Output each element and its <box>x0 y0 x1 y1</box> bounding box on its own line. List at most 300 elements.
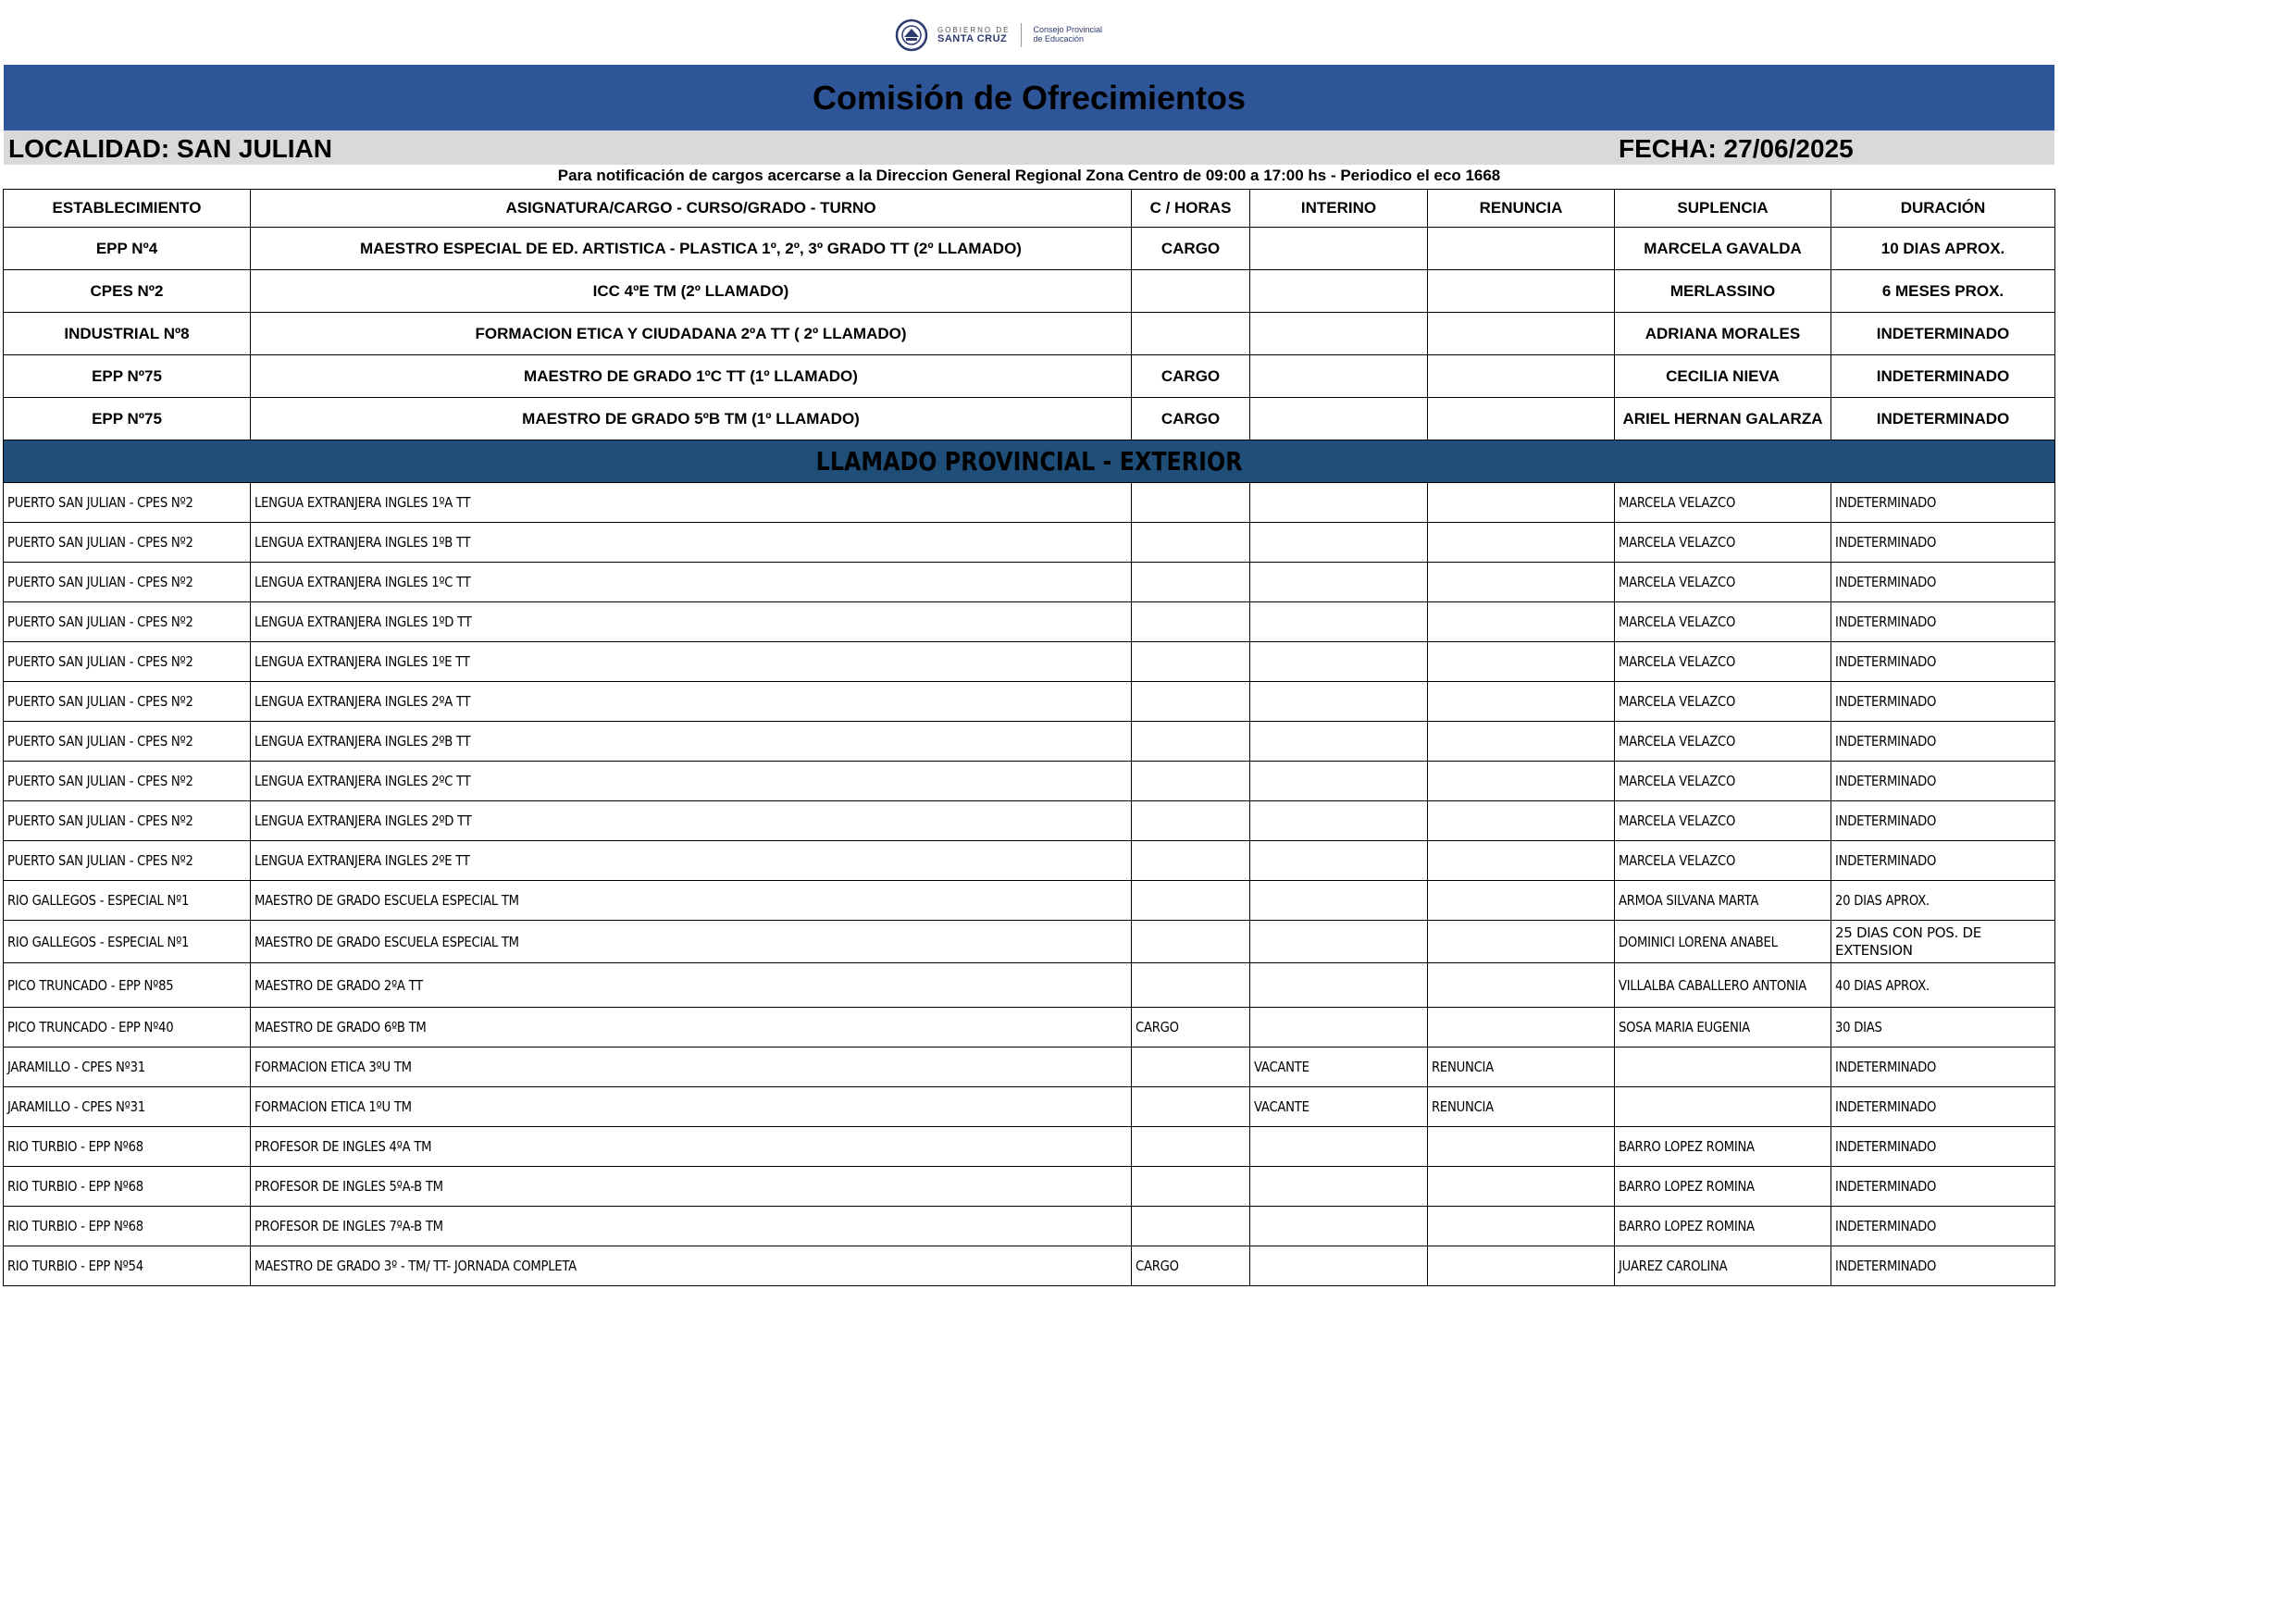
table-row <box>4 355 2055 398</box>
cell-interino <box>1250 483 1428 523</box>
cell-c-horas: CARGO <box>1132 398 1250 440</box>
cell-text: INDETERMINADO <box>1835 693 1937 710</box>
header-renuncia: RENUNCIA <box>1428 190 1615 228</box>
cell-suplencia <box>1615 1167 1831 1207</box>
cell-asignatura <box>251 642 1132 682</box>
cell-duracion <box>1831 1207 2055 1246</box>
cell-text: SOSA MARIA EUGENIA <box>1619 1019 1750 1035</box>
table-row <box>4 398 2055 440</box>
page-title: Comisión de Ofrecimientos <box>4 65 2054 130</box>
table-row <box>4 921 2055 963</box>
cell-c-horas <box>1132 921 1250 963</box>
cell-renuncia <box>1428 1246 1615 1286</box>
cell-text: LENGUA EXTRANJERA INGLES 1ºA TT <box>254 494 471 511</box>
header-interino: INTERINO <box>1250 190 1428 228</box>
cell-establecimiento <box>4 1087 251 1127</box>
cell-c-horas <box>1132 642 1250 682</box>
cell-interino <box>1250 762 1428 801</box>
cell-establecimiento: EPP Nº75 <box>4 398 251 440</box>
locality-label: LOCALIDAD: SAN JULIAN <box>8 134 332 163</box>
cell-text: PROFESOR DE INGLES 4ºA TM <box>254 1138 432 1155</box>
cell-renuncia <box>1428 1167 1615 1207</box>
table-row <box>4 1246 2055 1286</box>
cell-renuncia <box>1428 228 1615 270</box>
cell-asignatura: ICC 4ºE TM (2º LLAMADO) <box>251 270 1132 313</box>
cell-interino <box>1250 642 1428 682</box>
cell-suplencia: ARIEL HERNAN GALARZA <box>1615 398 1831 440</box>
header-c-horas: C / HORAS <box>1132 190 1250 228</box>
cell-text: 20 DIAS APROX. <box>1835 892 1930 909</box>
cell-asignatura <box>251 483 1132 523</box>
cell-duracion <box>1831 1087 2055 1127</box>
table-row <box>4 881 2055 921</box>
cell-text: VILLALBA CABALLERO ANTONIA <box>1619 976 1807 994</box>
cell-text: CARGO <box>1136 1258 1179 1274</box>
cell-text: INDETERMINADO <box>1835 494 1937 511</box>
cell-renuncia <box>1428 1008 1615 1048</box>
cell-duracion <box>1831 1048 2055 1087</box>
cell-text: PICO TRUNCADO - EPP Nº85 <box>7 976 174 994</box>
cell-establecimiento: EPP Nº75 <box>4 355 251 398</box>
cell-text: VACANTE <box>1254 1059 1309 1075</box>
cell-duracion <box>1831 963 2055 1008</box>
cell-interino <box>1250 563 1428 602</box>
logo-council-line1: Consejo Provincial <box>1033 25 1102 35</box>
logo-gov-line2: SANTA CRUZ <box>937 32 1008 44</box>
cell-asignatura <box>251 801 1132 841</box>
cell-suplencia <box>1615 801 1831 841</box>
logo-council-line2: de Educación <box>1033 34 1084 43</box>
cell-interino <box>1250 1048 1428 1087</box>
cell-text: MARCELA VELAZCO <box>1619 534 1736 551</box>
cell-duracion <box>1831 921 2055 963</box>
cell-interino <box>1250 1087 1428 1127</box>
header-asignatura: ASIGNATURA/CARGO - CURSO/GRADO - TURNO <box>251 190 1132 228</box>
offers-table-body <box>4 190 2055 1286</box>
cell-renuncia <box>1428 762 1615 801</box>
cell-interino <box>1250 963 1428 1008</box>
table-row <box>4 313 2055 355</box>
table-row <box>4 1008 2055 1048</box>
table-row <box>4 1167 2055 1207</box>
cell-c-horas <box>1132 963 1250 1008</box>
table-row <box>4 642 2055 682</box>
cell-interino <box>1250 1246 1428 1286</box>
date-label: FECHA: 27/06/2025 <box>1619 134 1854 163</box>
cell-c-horas <box>1132 682 1250 722</box>
cell-renuncia <box>1428 881 1615 921</box>
cell-establecimiento <box>4 841 251 881</box>
cell-asignatura: FORMACION ETICA Y CIUDADANA 2ºA TT ( 2º LLAMADO) <box>251 313 1132 355</box>
cell-asignatura: MAESTRO DE GRADO 5ºB TM (1º LLAMADO) <box>251 398 1132 440</box>
cell-text: JARAMILLO - CPES Nº31 <box>7 1098 145 1115</box>
section-title-cell <box>4 440 2055 483</box>
cell-asignatura <box>251 841 1132 881</box>
cell-c-horas <box>1132 313 1250 355</box>
cell-suplencia: MARCELA GAVALDA <box>1615 228 1831 270</box>
cell-renuncia <box>1428 1127 1615 1167</box>
cell-text: MARCELA VELAZCO <box>1619 574 1736 590</box>
table-header-row <box>4 190 2055 228</box>
cell-c-horas: CARGO <box>1132 228 1250 270</box>
cell-text: INDETERMINADO <box>1835 614 1937 630</box>
cell-renuncia <box>1428 270 1615 313</box>
cell-establecimiento <box>4 682 251 722</box>
cell-text: RIO TURBIO - EPP Nº68 <box>7 1178 143 1195</box>
section-title: LLAMADO PROVINCIAL - EXTERIOR <box>815 446 1243 477</box>
cell-c-horas <box>1132 1207 1250 1246</box>
cell-suplencia <box>1615 1048 1831 1087</box>
cell-interino <box>1250 355 1428 398</box>
cell-asignatura <box>251 963 1132 1008</box>
cell-establecimiento <box>4 1127 251 1167</box>
cell-text: LENGUA EXTRANJERA INGLES 2ºA TT <box>254 693 471 710</box>
cell-text: PUERTO SAN JULIAN - CPES Nº2 <box>7 812 193 829</box>
cell-renuncia <box>1428 563 1615 602</box>
cell-c-horas <box>1132 1167 1250 1207</box>
cell-c-horas <box>1132 801 1250 841</box>
cell-renuncia <box>1428 921 1615 963</box>
cell-establecimiento <box>4 881 251 921</box>
cell-duracion <box>1831 1008 2055 1048</box>
cell-text: LENGUA EXTRANJERA INGLES 2ºB TT <box>254 733 471 750</box>
cell-text: PUERTO SAN JULIAN - CPES Nº2 <box>7 534 193 551</box>
cell-interino <box>1250 1127 1428 1167</box>
table-row <box>4 270 2055 313</box>
cell-suplencia <box>1615 1008 1831 1048</box>
table-row <box>4 228 2055 270</box>
cell-suplencia: CECILIA NIEVA <box>1615 355 1831 398</box>
cell-duracion <box>1831 642 2055 682</box>
cell-asignatura <box>251 762 1132 801</box>
cell-interino <box>1250 921 1428 963</box>
cell-interino <box>1250 270 1428 313</box>
cell-c-horas <box>1132 841 1250 881</box>
cell-duracion <box>1831 483 2055 523</box>
cell-c-horas <box>1132 1127 1250 1167</box>
cell-duracion: INDETERMINADO <box>1831 355 2055 398</box>
cell-text: PUERTO SAN JULIAN - CPES Nº2 <box>7 773 193 789</box>
cell-c-horas <box>1132 563 1250 602</box>
cell-duracion: INDETERMINADO <box>1831 398 2055 440</box>
header-logo <box>895 15 1102 56</box>
cell-text: BARRO LOPEZ ROMINA <box>1619 1178 1755 1195</box>
cell-interino <box>1250 881 1428 921</box>
cell-duracion <box>1831 801 2055 841</box>
cell-interino <box>1250 841 1428 881</box>
cell-text: PICO TRUNCADO - EPP Nº40 <box>7 1019 174 1035</box>
cell-establecimiento <box>4 642 251 682</box>
cell-interino <box>1250 313 1428 355</box>
cell-text: INDETERMINADO <box>1835 852 1937 869</box>
cell-duracion <box>1831 722 2055 762</box>
header-suplencia: SUPLENCIA <box>1615 190 1831 228</box>
cell-text: RENUNCIA <box>1432 1059 1494 1075</box>
cell-suplencia <box>1615 602 1831 642</box>
cell-text: 30 DIAS <box>1835 1019 1882 1035</box>
cell-text: FORMACION ETICA 3ºU TM <box>254 1059 412 1075</box>
cell-interino <box>1250 602 1428 642</box>
cell-suplencia <box>1615 722 1831 762</box>
cell-c-horas <box>1132 602 1250 642</box>
cell-text: LENGUA EXTRANJERA INGLES 2ºE TT <box>254 852 470 869</box>
cell-renuncia <box>1428 642 1615 682</box>
table-row <box>4 841 2055 881</box>
table-row <box>4 1048 2055 1087</box>
cell-text: MAESTRO DE GRADO ESCUELA ESPECIAL TM <box>254 892 519 909</box>
cell-text: PUERTO SAN JULIAN - CPES Nº2 <box>7 733 193 750</box>
cell-suplencia <box>1615 642 1831 682</box>
cell-renuncia <box>1428 722 1615 762</box>
cell-suplencia <box>1615 523 1831 563</box>
cell-renuncia <box>1428 1048 1615 1087</box>
cell-interino <box>1250 398 1428 440</box>
cell-text: 40 DIAS APROX. <box>1835 976 1930 994</box>
cell-text: MAESTRO DE GRADO 3º - TM/ TT- JORNADA COMPLETA <box>254 1258 577 1274</box>
cell-duracion <box>1831 1167 2055 1207</box>
cell-c-horas <box>1132 1008 1250 1048</box>
cell-text: DOMINICI LORENA ANABEL <box>1619 933 1778 950</box>
cell-text: PUERTO SAN JULIAN - CPES Nº2 <box>7 614 193 630</box>
cell-asignatura: MAESTRO ESPECIAL DE ED. ARTISTICA - PLASTICA 1º, 2º, 3º GRADO TT (2º LLAMADO) <box>251 228 1132 270</box>
cell-renuncia <box>1428 602 1615 642</box>
table-row <box>4 1087 2055 1127</box>
cell-suplencia <box>1615 1087 1831 1127</box>
cell-c-horas <box>1132 523 1250 563</box>
cell-c-horas <box>1132 1246 1250 1286</box>
cell-establecimiento <box>4 602 251 642</box>
header-duracion: DURACIÓN <box>1831 190 2055 228</box>
cell-c-horas <box>1132 483 1250 523</box>
cell-duracion <box>1831 881 2055 921</box>
cell-renuncia <box>1428 1207 1615 1246</box>
cell-asignatura <box>251 881 1132 921</box>
cell-text: PUERTO SAN JULIAN - CPES Nº2 <box>7 494 193 511</box>
cell-text: MAESTRO DE GRADO ESCUELA ESPECIAL TM <box>254 933 519 950</box>
cell-c-horas <box>1132 1048 1250 1087</box>
cell-renuncia <box>1428 523 1615 563</box>
cell-duracion <box>1831 1127 2055 1167</box>
cell-establecimiento <box>4 523 251 563</box>
cell-establecimiento <box>4 801 251 841</box>
cell-text: LENGUA EXTRANJERA INGLES 1ºC TT <box>254 574 471 590</box>
cell-duracion: 10 DIAS APROX. <box>1831 228 2055 270</box>
table-row <box>4 722 2055 762</box>
cell-text: MAESTRO DE GRADO 6ºB TM <box>254 1019 427 1035</box>
cell-renuncia <box>1428 682 1615 722</box>
logo-gov-line1: GOBIERNO DE <box>937 25 1011 34</box>
cell-asignatura <box>251 1008 1132 1048</box>
section-row <box>4 440 2055 483</box>
cell-text: INDETERMINADO <box>1835 1258 1937 1274</box>
cell-establecimiento: EPP Nº4 <box>4 228 251 270</box>
offers-table <box>3 189 2055 1286</box>
table-row <box>4 1207 2055 1246</box>
cell-c-horas <box>1132 762 1250 801</box>
cell-asignatura <box>251 602 1132 642</box>
cell-text: BARRO LOPEZ ROMINA <box>1619 1218 1755 1234</box>
notice-text: Para notificación de cargos acercarse a la Direccion General Regional Zona Centro de 09:00 a 17:00 hs - Periodico el eco 1668 <box>557 167 1501 184</box>
cell-text: INDETERMINADO <box>1835 773 1937 789</box>
table-row <box>4 801 2055 841</box>
table-row <box>4 602 2055 642</box>
cell-text: INDETERMINADO <box>1835 574 1937 590</box>
table-row <box>4 523 2055 563</box>
cell-text: LENGUA EXTRANJERA INGLES 2ºD TT <box>254 812 472 829</box>
cell-suplencia <box>1615 841 1831 881</box>
cell-establecimiento <box>4 563 251 602</box>
table-row <box>4 963 2055 1008</box>
logo-divider <box>1021 23 1022 47</box>
cell-duracion <box>1831 682 2055 722</box>
table-row <box>4 1127 2055 1167</box>
cell-text: INDETERMINADO <box>1835 1178 1937 1195</box>
cell-asignatura <box>251 1246 1132 1286</box>
cell-establecimiento <box>4 762 251 801</box>
cell-text: ARMOA SILVANA MARTA <box>1619 892 1759 909</box>
cell-renuncia <box>1428 1087 1615 1127</box>
cell-text: RIO TURBIO - EPP Nº68 <box>7 1218 143 1234</box>
cell-suplencia <box>1615 483 1831 523</box>
table-row <box>4 682 2055 722</box>
cell-suplencia <box>1615 1246 1831 1286</box>
cell-text: FORMACION ETICA 1ºU TM <box>254 1098 412 1115</box>
cell-asignatura <box>251 921 1132 963</box>
cell-text: LENGUA EXTRANJERA INGLES 2ºC TT <box>254 773 471 789</box>
cell-suplencia: ADRIANA MORALES <box>1615 313 1831 355</box>
cell-text: MARCELA VELAZCO <box>1619 693 1736 710</box>
cell-renuncia <box>1428 355 1615 398</box>
cell-text: LENGUA EXTRANJERA INGLES 1ºD TT <box>254 614 472 630</box>
cell-text: INDETERMINADO <box>1835 733 1937 750</box>
cell-asignatura <box>251 722 1132 762</box>
cell-text: CARGO <box>1136 1019 1179 1035</box>
cell-text: PUERTO SAN JULIAN - CPES Nº2 <box>7 653 193 670</box>
cell-duracion <box>1831 563 2055 602</box>
cell-text: INDETERMINADO <box>1835 1138 1937 1155</box>
cell-asignatura: MAESTRO DE GRADO 1ºC TT (1º LLAMADO) <box>251 355 1132 398</box>
cell-text: LENGUA EXTRANJERA INGLES 1ºE TT <box>254 653 470 670</box>
cell-duracion: 6 MESES PROX. <box>1831 270 2055 313</box>
cell-duracion <box>1831 762 2055 801</box>
cell-text: INDETERMINADO <box>1835 1059 1937 1075</box>
cell-duracion: INDETERMINADO <box>1831 313 2055 355</box>
cell-text: INDETERMINADO <box>1835 1218 1937 1234</box>
cell-c-horas <box>1132 722 1250 762</box>
cell-text: PUERTO SAN JULIAN - CPES Nº2 <box>7 574 193 590</box>
cell-text: MARCELA VELAZCO <box>1619 852 1736 869</box>
cell-text: RIO TURBIO - EPP Nº54 <box>7 1258 143 1274</box>
cell-suplencia <box>1615 963 1831 1008</box>
table-row <box>4 762 2055 801</box>
cell-text: MARCELA VELAZCO <box>1619 653 1736 670</box>
cell-text: PROFESOR DE INGLES 7ºA-B TM <box>254 1218 443 1234</box>
cell-renuncia <box>1428 313 1615 355</box>
cell-c-horas <box>1132 270 1250 313</box>
cell-establecimiento <box>4 921 251 963</box>
cell-interino <box>1250 1207 1428 1246</box>
cell-duracion <box>1831 523 2055 563</box>
cell-suplencia <box>1615 563 1831 602</box>
cell-text: LENGUA EXTRANJERA INGLES 1ºB TT <box>254 534 471 551</box>
cell-interino <box>1250 801 1428 841</box>
table-row <box>4 483 2055 523</box>
cell-suplencia <box>1615 1207 1831 1246</box>
cell-establecimiento <box>4 1167 251 1207</box>
cell-asignatura <box>251 682 1132 722</box>
cell-duracion <box>1831 1246 2055 1286</box>
cell-renuncia <box>1428 841 1615 881</box>
cell-suplencia <box>1615 921 1831 963</box>
cell-text: 25 DIAS CON POS. DE EXTENSION <box>1835 924 1981 959</box>
cell-text: JARAMILLO - CPES Nº31 <box>7 1059 145 1075</box>
government-logo-text <box>937 27 1010 44</box>
cell-suplencia <box>1615 682 1831 722</box>
cell-suplencia <box>1615 1127 1831 1167</box>
cell-renuncia <box>1428 483 1615 523</box>
cell-establecimiento <box>4 1207 251 1246</box>
cell-c-horas: CARGO <box>1132 355 1250 398</box>
cell-text: MARCELA VELAZCO <box>1619 494 1736 511</box>
cell-renuncia <box>1428 963 1615 1008</box>
cell-text: PUERTO SAN JULIAN - CPES Nº2 <box>7 852 193 869</box>
cell-c-horas <box>1132 881 1250 921</box>
cell-establecimiento: INDUSTRIAL Nº8 <box>4 313 251 355</box>
cell-text: MARCELA VELAZCO <box>1619 733 1736 750</box>
cell-text: PROFESOR DE INGLES 5ºA-B TM <box>254 1178 443 1195</box>
government-seal-icon <box>895 19 928 52</box>
cell-text: MARCELA VELAZCO <box>1619 773 1736 789</box>
cell-text: MARCELA VELAZCO <box>1619 812 1736 829</box>
cell-suplencia: MERLASSINO <box>1615 270 1831 313</box>
cell-text: RIO GALLEGOS - ESPECIAL Nº1 <box>7 892 190 909</box>
cell-establecimiento <box>4 1008 251 1048</box>
cell-text: RIO TURBIO - EPP Nº68 <box>7 1138 143 1155</box>
table-row <box>4 563 2055 602</box>
cell-text: RENUNCIA <box>1432 1098 1494 1115</box>
cell-interino <box>1250 722 1428 762</box>
cell-text: BARRO LOPEZ ROMINA <box>1619 1138 1755 1155</box>
header-establecimiento: ESTABLECIMIENTO <box>4 190 251 228</box>
cell-text: INDETERMINADO <box>1835 534 1937 551</box>
cell-interino <box>1250 228 1428 270</box>
cell-suplencia <box>1615 762 1831 801</box>
cell-interino <box>1250 523 1428 563</box>
cell-asignatura <box>251 1048 1132 1087</box>
cell-text: VACANTE <box>1254 1098 1309 1115</box>
cell-establecimiento <box>4 483 251 523</box>
cell-duracion <box>1831 602 2055 642</box>
cell-text: RIO GALLEGOS - ESPECIAL Nº1 <box>7 933 190 950</box>
cell-interino <box>1250 682 1428 722</box>
cell-text: INDETERMINADO <box>1835 1098 1937 1115</box>
cell-text: MARCELA VELAZCO <box>1619 614 1736 630</box>
cell-renuncia <box>1428 801 1615 841</box>
locality-row <box>4 130 2054 165</box>
cell-text: INDETERMINADO <box>1835 653 1937 670</box>
cell-suplencia <box>1615 881 1831 921</box>
cell-establecimiento <box>4 1246 251 1286</box>
cell-renuncia <box>1428 398 1615 440</box>
cell-asignatura <box>251 1167 1132 1207</box>
cell-asignatura <box>251 563 1132 602</box>
cell-establecimiento: CPES Nº2 <box>4 270 251 313</box>
cell-asignatura <box>251 1207 1132 1246</box>
cell-text: INDETERMINADO <box>1835 812 1937 829</box>
cell-asignatura <box>251 1127 1132 1167</box>
cell-interino <box>1250 1008 1428 1048</box>
council-logo-text <box>1033 26 1102 44</box>
